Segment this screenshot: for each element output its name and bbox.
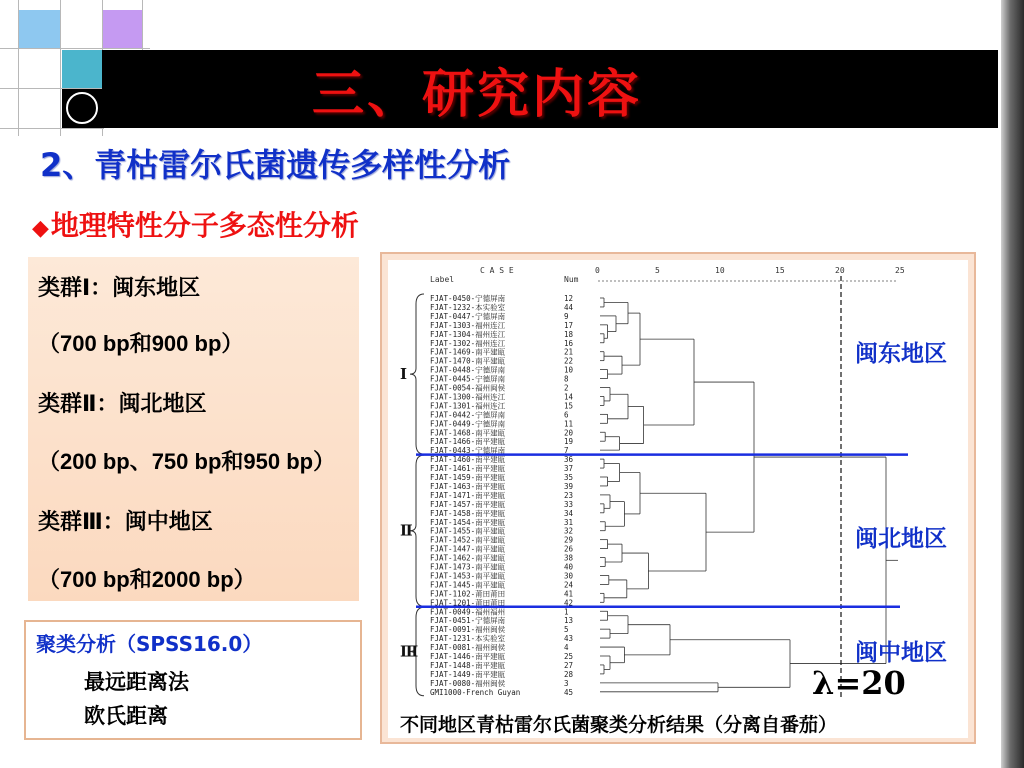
- leaf-label: FJAT-1301-福州连江: [430, 401, 506, 411]
- right-edge-shadow: [1001, 0, 1024, 768]
- scale-tick-label: 5: [655, 266, 660, 275]
- decor-grid-line: [142, 0, 143, 50]
- group-3-bands: （700 bp和2000 bp）: [38, 567, 256, 592]
- diamond-bullet-icon: ◆: [32, 216, 49, 241]
- leaf-number: 28: [564, 669, 574, 679]
- leaf-number: 43: [564, 634, 574, 644]
- leaf-label: FJAT-1446-南平建瓯: [430, 652, 506, 661]
- cluster-mark: Ⅰ: [400, 365, 408, 384]
- decor-grid-line: [0, 128, 104, 129]
- leaf-label: FJAT-1460-南平建瓯: [430, 455, 506, 465]
- decor-square-purple: [102, 10, 142, 48]
- leaf-label: FJAT-1452-南平建瓯: [430, 535, 506, 545]
- leaf-label: GMI1000-French Guyan: [430, 687, 521, 697]
- leaf-number: 23: [564, 490, 574, 500]
- leaf-number: 17: [564, 320, 574, 330]
- section-heading: [32, 204, 359, 244]
- leaf-label: FJAT-1300-福州连江: [430, 392, 506, 402]
- clustering-method-box: [24, 620, 362, 740]
- decor-circle-black: [62, 88, 102, 128]
- clustering-title: 聚类分析（SPSS16.0）: [36, 632, 263, 656]
- leaf-label: FJAT-1468-南平建瓯: [430, 428, 506, 438]
- case-header: C A S E: [480, 266, 514, 275]
- leaf-number: 4: [564, 643, 569, 653]
- cluster-groups-panel: [28, 257, 359, 601]
- leaf-label: FJAT-1102-莆田莆田: [430, 589, 506, 599]
- scale-tick-label: 20: [835, 266, 845, 275]
- leaf-number: 33: [564, 499, 574, 509]
- leaf-label: FJAT-1201-莆田莆田: [430, 598, 506, 608]
- leaf-number: 11: [564, 419, 574, 429]
- group-2-bands: （200 bp、750 bp和950 bp）: [38, 449, 336, 474]
- leaf-number: 32: [564, 526, 574, 536]
- leaf-label: FJAT-0450-宁德屏南: [430, 294, 506, 303]
- leaf-label: FJAT-1462-南平建瓯: [430, 553, 506, 563]
- leaf-number: 8: [564, 374, 569, 384]
- leaf-number: 37: [564, 464, 574, 474]
- section-heading-text: 地理特性分子多态性分析: [50, 209, 359, 242]
- leaf-number: 10: [564, 365, 574, 375]
- leaf-label: FJAT-1303-福州连江: [430, 320, 506, 330]
- leaf-label: FJAT-1473-南平建瓯: [430, 562, 506, 572]
- leaf-number: 45: [564, 687, 574, 697]
- group-1-name: 类群Ⅰ：闽东地区: [38, 276, 201, 301]
- leaf-label: FJAT-1457-南平建瓯: [430, 499, 506, 509]
- leaf-number: 26: [564, 544, 574, 554]
- leaf-number: 29: [564, 535, 574, 545]
- leaf-label: FJAT-1461-南平建瓯: [430, 464, 506, 474]
- leaf-number: 21: [564, 347, 574, 357]
- leaf-label: FJAT-1470-南平建瓯: [430, 356, 506, 366]
- leaf-number: 3: [564, 678, 569, 688]
- leaf-number: 27: [564, 660, 574, 670]
- clustering-method-item: 最远距离法: [84, 670, 189, 694]
- region-label-central: 闽中地区: [855, 640, 947, 666]
- decor-grid-line: [60, 0, 61, 136]
- leaf-label: FJAT-1453-南平建瓯: [430, 571, 506, 581]
- figure-caption: 不同地区青枯雷尔氏菌聚类分析结果（分离自番茄）: [400, 714, 838, 736]
- threshold-label: λ=20: [812, 664, 906, 702]
- leaf-label: FJAT-1455-南平建瓯: [430, 526, 506, 536]
- leaf-label: FJAT-0443-宁德屏南: [430, 446, 506, 456]
- leaf-label: FJAT-0054-福州闽侯: [430, 383, 506, 393]
- leaf-label: FJAT-1232-本实验室: [430, 302, 506, 312]
- subtitle: 2、青枯雷尔氏菌遗传多样性分析: [40, 146, 511, 184]
- leaf-number: 40: [564, 562, 574, 572]
- leaf-number: 30: [564, 571, 574, 581]
- page-title: 三、研究内容: [312, 65, 643, 125]
- leaf-label: FJAT-1471-南平建瓯: [430, 490, 506, 500]
- leaf-label: FJAT-0447-宁德屏南: [430, 311, 506, 321]
- scale-tick-label: 10: [715, 266, 725, 275]
- scale-tick-label: 25: [895, 266, 905, 275]
- leaf-number: 16: [564, 338, 574, 348]
- leaf-label: FJAT-1458-南平建瓯: [430, 508, 506, 518]
- leaf-number: 1: [564, 607, 569, 617]
- num-header: Num: [564, 275, 579, 284]
- cluster-bracket: [410, 294, 424, 454]
- leaf-label: FJAT-1231-本实验室: [430, 634, 506, 644]
- leaf-number: 44: [564, 302, 574, 312]
- leaf-label: FJAT-1447-南平建瓯: [430, 544, 506, 554]
- leaf-label: FJAT-1448-南平建瓯: [430, 660, 506, 670]
- leaf-number: 31: [564, 517, 574, 527]
- leaf-label: FJAT-0081-福州闽侯: [430, 643, 506, 653]
- leaf-number: 7: [564, 446, 569, 456]
- group-2-name: 类群Ⅱ：闽北地区: [38, 392, 207, 417]
- leaf-number: 38: [564, 553, 574, 563]
- leaf-label: FJAT-1463-南平建瓯: [430, 481, 506, 491]
- decor-grid-line: [18, 0, 19, 136]
- leaf-label: FJAT-0451-宁德屏南: [430, 616, 506, 626]
- cluster-mark: Ⅱ: [400, 521, 413, 540]
- decor-square-blue: [18, 10, 60, 48]
- leaf-label: FJAT-0448-宁德屏南: [430, 365, 506, 375]
- leaf-label: FJAT-1302-福州连江: [430, 338, 506, 348]
- leaf-number: 9: [564, 311, 569, 321]
- scale-tick-label: 0: [595, 266, 600, 275]
- leaf-number: 41: [564, 589, 574, 599]
- leaf-number: 24: [564, 580, 574, 590]
- leaf-number: 12: [564, 294, 574, 303]
- leaf-label: FJAT-1469-南平建瓯: [430, 347, 506, 357]
- leaf-number: 42: [564, 598, 574, 608]
- leaf-number: 22: [564, 356, 574, 366]
- region-label-north: 闽北地区: [855, 526, 947, 552]
- leaf-label: FJAT-0080-福州闽侯: [430, 678, 506, 688]
- leaf-number: 19: [564, 437, 574, 447]
- leaf-label: FJAT-1466-南平建瓯: [430, 437, 506, 447]
- leaf-number: 5: [564, 625, 569, 635]
- group-1-bands: （700 bp和900 bp）: [38, 331, 244, 356]
- label-header: Label: [430, 275, 455, 284]
- leaf-label: FJAT-1445-南平建瓯: [430, 580, 506, 590]
- leaf-number: 2: [564, 383, 569, 393]
- leaf-number: 34: [564, 508, 574, 518]
- leaf-number: 13: [564, 616, 574, 626]
- decor-grid-line: [0, 88, 104, 89]
- leaf-number: 15: [564, 401, 574, 411]
- decor-grid-line: [0, 48, 150, 49]
- leaf-number: 35: [564, 473, 574, 482]
- leaf-number: 6: [564, 410, 569, 420]
- leaf-label: FJAT-1454-南平建瓯: [430, 517, 506, 527]
- leaf-number: 39: [564, 481, 574, 491]
- scale-tick-label: 15: [775, 266, 785, 275]
- leaf-label: FJAT-0049-福州福州: [430, 607, 506, 617]
- leaf-label: FJAT-1459-南平建瓯: [430, 473, 506, 482]
- group-3-name: 类群Ⅲ：闽中地区: [38, 510, 213, 535]
- leaf-number: 25: [564, 652, 574, 661]
- leaf-label: FJAT-0449-宁德屏南: [430, 419, 506, 429]
- decor-square-teal: [62, 50, 102, 88]
- leaf-label: FJAT-1304-福州连江: [430, 329, 506, 339]
- region-label-east: 闽东地区: [855, 341, 947, 367]
- leaf-number: 14: [564, 392, 574, 402]
- leaf-number: 18: [564, 329, 574, 339]
- leaf-label: FJAT-0445-宁德屏南: [430, 374, 506, 384]
- leaf-label: FJAT-0442-宁德屏南: [430, 410, 506, 420]
- leaf-number: 20: [564, 428, 574, 438]
- leaf-label: FJAT-1449-南平建瓯: [430, 669, 506, 679]
- leaf-label: FJAT-0091-福州闽侯: [430, 625, 506, 635]
- cluster-mark: Ⅲ: [400, 642, 419, 661]
- leaf-number: 36: [564, 455, 574, 465]
- clustering-method-item: 欧氏距离: [84, 704, 168, 728]
